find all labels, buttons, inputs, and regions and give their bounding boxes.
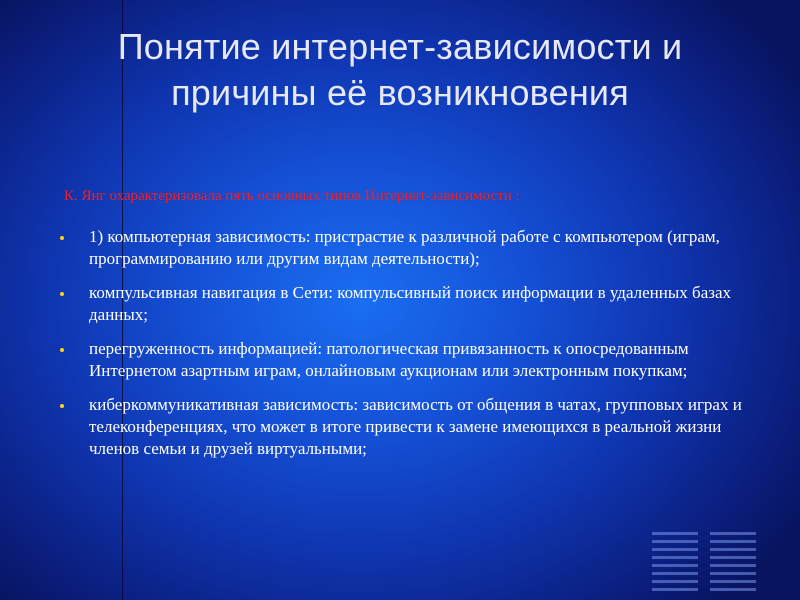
bullet-icon [60,236,64,240]
slide-title-line-2: причины её возникновения [171,72,629,113]
decorative-stripes-right [710,532,756,600]
bullet-icon [60,292,64,296]
list-item [60,338,760,382]
list-item-text: киберкоммуникативная зависимость: зависимость от общения в чатах, групповых играх и телеконференциях, что может в итоге привести к замене имеющихся в реальной жизни членов семьи и друзей виртуальными; [89,395,742,458]
list-item [60,394,760,460]
slide-title [0,24,800,116]
bullet-list [60,226,760,472]
list-item-text: перегруженность информацией: патологическая привязанность к опосредованным Интернетом азартным играм, онлайновым аукционам или электронным покупкам; [89,339,689,380]
decorative-stripes-left [652,532,698,600]
slide-title-line-1: Понятие интернет-зависимости и [117,26,683,67]
list-item [60,282,760,326]
list-item-text: компульсивная навигация в Сети: компульсивный поиск информации в удаленных базах данных; [89,283,732,324]
bullet-icon [60,348,64,352]
bullet-icon [60,404,64,408]
intro-text: К. Янг охарактеризовала пять основных типов Интернет-зависимости : [64,188,520,204]
list-item-text: 1) компьютерная зависимость: пристрастие к различной работе с компьютером (играм, программированию или другим видам деятельности); [89,227,720,268]
list-item [60,226,760,270]
